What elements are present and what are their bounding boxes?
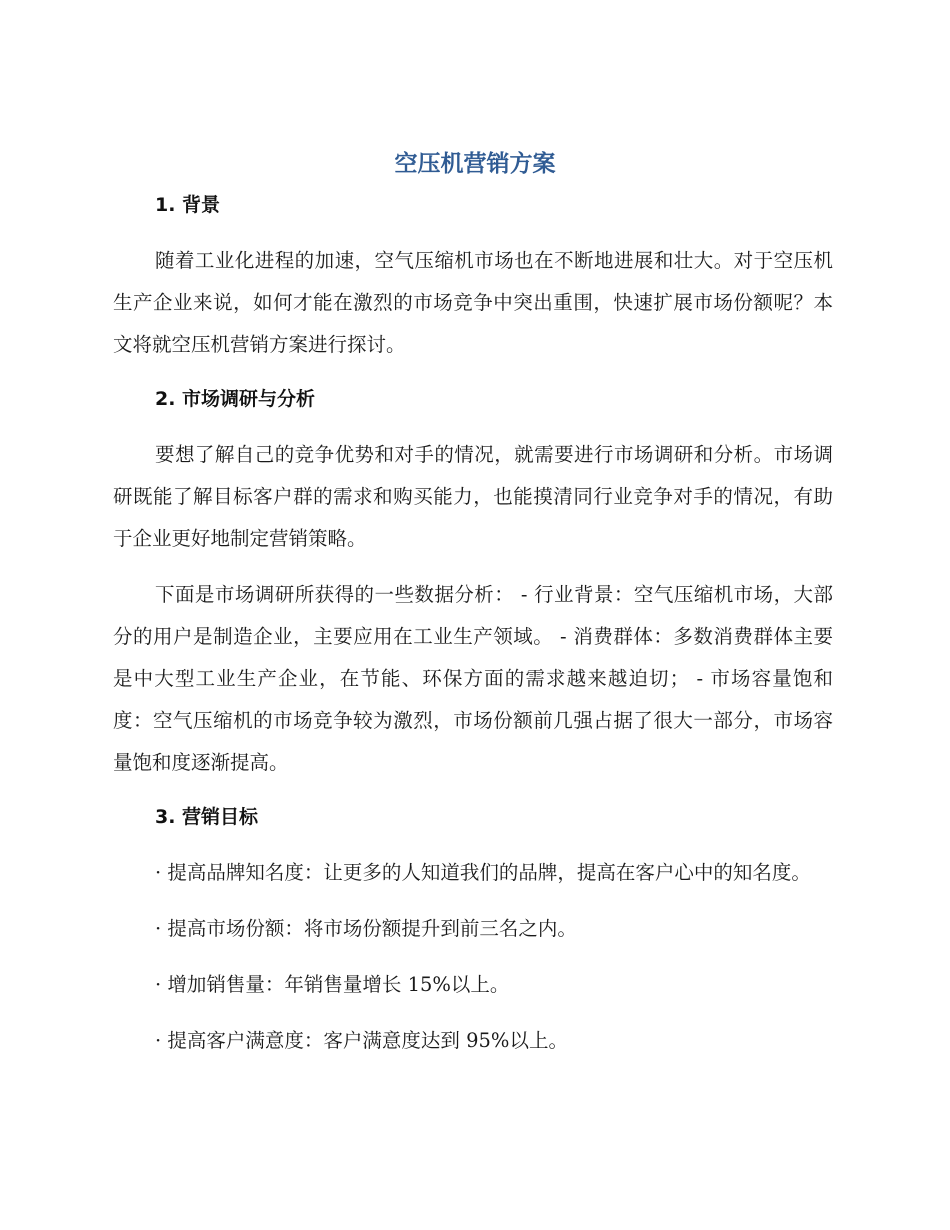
bullet-item: · 提高品牌知名度：让更多的人知道我们的品牌，提高在客户心中的知名度。 xyxy=(155,861,811,884)
paragraph: 要想了解自己的竞争优势和对手的情况，就需要进行市场调研和分析。市场调研既能了解目标客户群的需求和购买能力，也能摸清同行业竞争对手的情况，有助于企业更好地制定营销策略。 xyxy=(113,443,833,550)
bullet-item: · 增加销售量：年销售量增长 15%以上。 xyxy=(155,973,510,996)
section-heading: 3. 营销目标 xyxy=(155,806,259,828)
document-body xyxy=(113,190,833,1062)
document-title: 空压机营销方案 xyxy=(394,151,556,177)
bullet-item: · 提高客户满意度：客户满意度达到 95%以上。 xyxy=(155,1029,568,1052)
section-marketing-goals xyxy=(113,802,833,1062)
paragraph: 随着工业化进程的加速，空气压缩机市场也在不断地进展和壮大。对于空压机生产企业来说，如何才能在激烈的市场竞争中突出重围，快速扩展市场份额呢？本文将就空压机营销方案进行探讨。 xyxy=(113,249,833,356)
section-market-research xyxy=(113,384,833,784)
section-heading: 2. 市场调研与分析 xyxy=(155,388,316,410)
section-background xyxy=(113,190,833,366)
bullet-item: · 提高市场份额：将市场份额提升到前三名之内。 xyxy=(155,917,577,940)
section-heading: 1. 背景 xyxy=(155,194,221,216)
paragraph: 下面是市场调研所获得的一些数据分析： - 行业背景：空气压缩机市场，大部分的用户是制造企业，主要应用在工业生产领域。 - 消费群体：多数消费群体主要是中大型工业生产企业，在节能、环保方面的需求越来越迫切； - 市场容量饱和度：空气压缩机的市场竞争较为激烈，市场份额前几强占据了很大一部分，市场容量饱和度逐渐提高。 xyxy=(113,583,833,774)
